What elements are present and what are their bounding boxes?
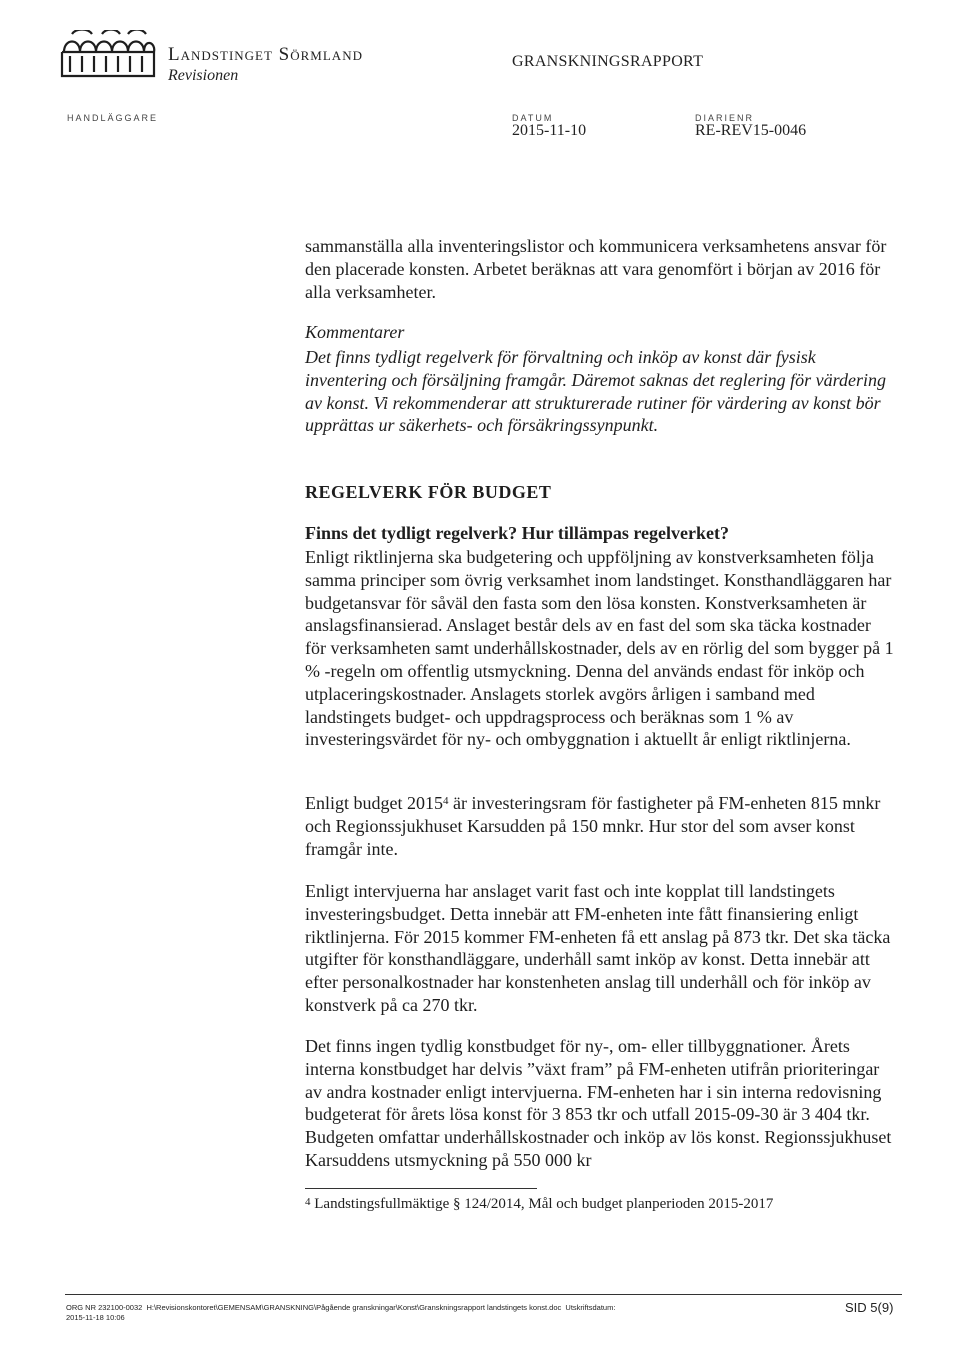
section-heading: REGELVERK FÖR BUDGET [305, 482, 552, 502]
footer-timestamp: 2015-11-18 10:06 [66, 1313, 125, 1322]
page-number: SID 5(9) [845, 1300, 894, 1315]
org-subtitle: Revisionen [168, 67, 239, 84]
footnote [305, 1194, 773, 1214]
document-type: GRANSKNINGSRAPPORT [512, 53, 704, 70]
diarienr-label: DIARIENR [695, 113, 755, 123]
paragraph-guidelines: Enligt riktlinjerna ska budgetering och uppföljning av konstverksamheten följa samma principer som övrig verksamhet inom landstinget. Konsthandläggaren har budgetansvar för såväl den fasta som den lösa konsten. Konstverksamheten är anslagsfinansierad. Anslaget består dels av en fast del som ska täcka kostnader för verksamheten samt underhållskostnader, dels av en rörlig del som bygger på 1 % -regeln om offentlig utsmyckning. Denna del används endast för inköp och utplaceringskostnader. Anslagets storlek avgörs årligen i samband med landstingets budget- och uppdragsprocess och beräknas som 1 % av investeringsvärdet för ny- och ombyggnation i aktuellt år enligt riktlinjerna. [305, 547, 894, 750]
footnote-number: 4 [305, 1196, 311, 1208]
comment-text: Det finns tydligt regelverk för förvaltning och inköp av konst där fysisk inventering och försäljning framgår. Däremot saknas det reglering för värdering av konst. Vi rekommenderar att strukturerade rutiner för värdering av konst bör upprättas ur säkerhets- och försäkringssynpunkt. [305, 347, 886, 436]
org-name: Landstinget Sörmland [168, 44, 363, 65]
budget-text-end: är investeringsram för fastigheter på FM-enheten 815 mnkr och Regionssjukhuset Karsudden på 150 mnkr. Hur stor del som avser konst framgår inte. [305, 793, 881, 859]
diarienr-value: RE-REV15-0046 [695, 122, 807, 139]
datum-label: DATUM [512, 113, 554, 123]
footnote-ref[interactable]: 4 [443, 795, 449, 807]
paragraph-konstbudget: Det finns ingen tydlig konstbudget för ny-, om- eller tillbyggnationer. Årets interna konstbudget har delvis ”växt fram” på FM-enheten utifrån prioriteringar av andra kostnader enligt intervjuerna. FM-enheten har i sin interna redovisning budgeterat för årets lösa konst för 3 853 tkr och utfall 2015-09-30 är 3 404 tkr. Budgeten omfattar underhållskostnader och inköp av lös konst. Regionssjukhuset Karsuddens utsmyckning på 550 000 kr [305, 1036, 892, 1170]
datum-value: 2015-11-10 [512, 122, 587, 139]
paragraph-budget-2015 [305, 792, 895, 860]
paragraph-inventory: sammanställa alla inventeringslistor och kommunicera verksamhetens ansvar för den placerade konsten. Arbetet beräknas att vara genomfört i början av 2016 för alla verksamheter. [305, 236, 887, 302]
landstinget-logo-icon [58, 30, 158, 82]
footer-info [66, 1303, 615, 1312]
footer-divider [65, 1294, 902, 1295]
paragraph-interviews: Enligt intervjuerna har anslaget varit fast och inte kopplat till landstingets investeringsbudget. Detta innebär att FM-enheten inte fått finansiering enligt riktlinjerna. För 2015 kommer FM-enheten få ett anslag på 873 tkr. Det ska täcka utgifter för konsthandläggare, underhåll samt inköp av konst. Detta innebär att efter personalkostnader har konstenheten anslag till underhåll och för inköp av konstverk på ca 270 tkr. [305, 881, 891, 1015]
budget-text-start: Enligt budget 2015 [305, 793, 443, 813]
section-question: Finns det tydligt regelverk? Hur tillämpas regelverket? [305, 523, 729, 543]
footnote-divider [305, 1188, 537, 1189]
comment-label: Kommentarer [305, 322, 405, 342]
footnote-text: Landstingsfullmäktige § 124/2014, Mål och budget planperioden 2015-2017 [314, 1196, 774, 1212]
footer-path: H:\Revisionskontoret\GEMENSAM\GRANSKNING\Pågående granskningar\Konst\Granskningsrapport landstingets konst.doc [146, 1303, 562, 1312]
footer-org-nr: ORG NR 232100-0032 [66, 1303, 143, 1312]
footer-print-label: Utskriftsdatum: [565, 1303, 616, 1312]
handlaggare-label: HANDLÄGGARE [67, 113, 159, 123]
